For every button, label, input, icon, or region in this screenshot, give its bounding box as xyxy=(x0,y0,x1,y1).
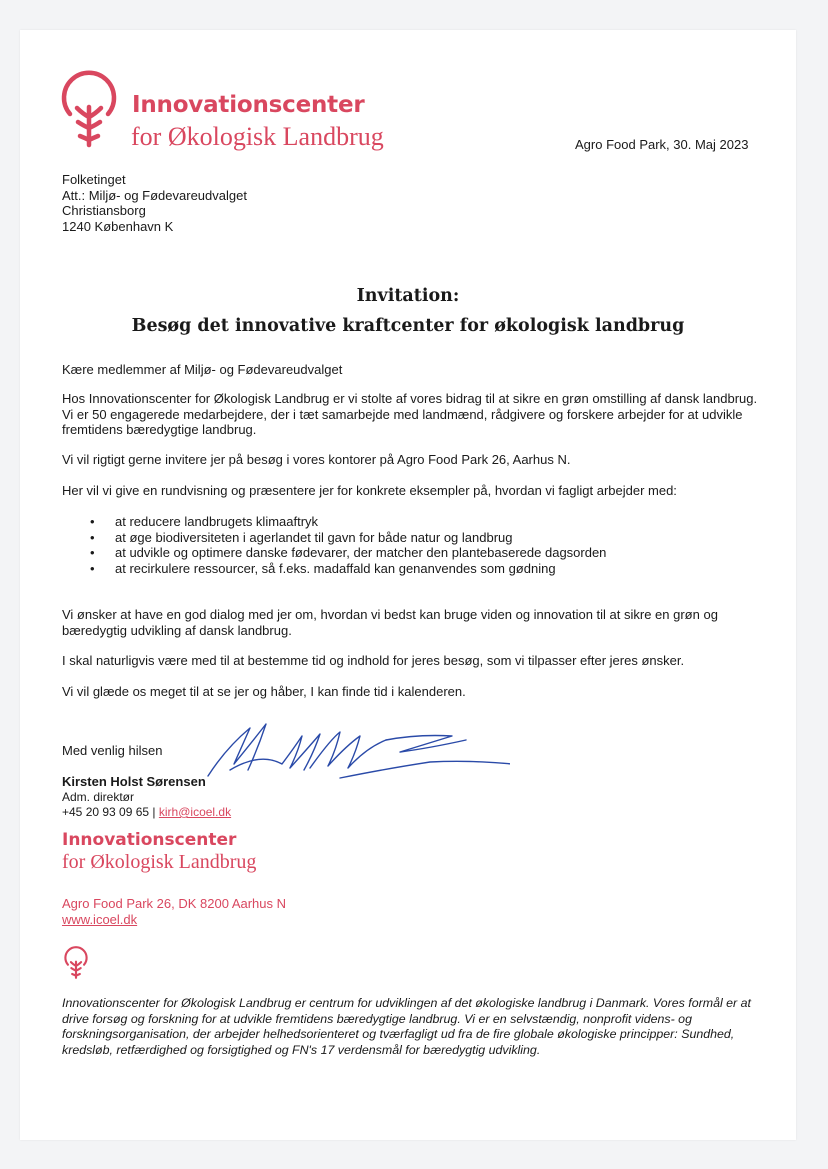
logo-icon xyxy=(56,70,122,150)
organization-description: Innovationscenter for Økologisk Landbrug er centrum for udviklingen af det økologiske landbrug i Danmark. Vores formål er at drive forsøg og forskning for at udvikle fremtidens bæredygtige landbrug. Vi er en selvstændig, nonprofit videns- og forskningsorganisation, der arbejder helhedsorienteret og tværfagligt ud fra de fire globale økologiske principper: Sundhed, kredsløb, retfærdighed og forsigtighed og FN's 17 verdensmål for bæredygtig udvikling. xyxy=(62,996,751,1057)
paragraph-4: Vi ønsker at have en god dialog med jer om, hvordan vi bedst kan bruge viden og innovation til at sikre en grøn og bæredygtig udvikling af dansk landbrug. xyxy=(62,607,718,638)
letter-date: Agro Food Park, 30. Maj 2023 xyxy=(575,137,749,152)
signer-role: Adm. direktør xyxy=(62,790,135,804)
email-link[interactable]: kirh@icoel.dk xyxy=(158,805,232,819)
brand-name-line1: Innovationscenter xyxy=(132,92,365,118)
recipient-address: Folketinget Att.: Miljø- og Fødevareudvalget Christiansborg 1240 København K xyxy=(62,172,247,234)
footer-brand-line2: for Økologisk Landbrug xyxy=(62,851,257,873)
list-item: • at øge biodiversiteten i agerlandet til gavn for både natur og landbrug xyxy=(90,529,513,545)
greeting: Kære medlemmer af Miljø- og Fødevareudvalget xyxy=(62,362,343,377)
bullet-list xyxy=(62,514,606,576)
list-item: • at reducere landbrugets klimaaftryk xyxy=(90,514,319,529)
paragraph-1: Hos Innovationscenter for Økologisk Landbrug er vi stolte af vores bidrag til at sikre en grøn omstilling af dansk landbrug. Vi er 50 engagerede medarbejdere, der i tæt samarbejde med landmænd, rådgivere og forskere arbejder for at udvikle fremtidens bæredygtige landbrug. xyxy=(62,391,758,437)
title-line1: Invitation: xyxy=(356,286,460,306)
handwritten-signature xyxy=(190,718,510,790)
contact-line xyxy=(62,805,231,820)
phone-number: +45 20 93 09 65 | xyxy=(62,805,156,819)
footer-logo-icon xyxy=(62,946,90,980)
signer-name: Kirsten Holst Sørensen xyxy=(62,774,206,789)
title-line2: Besøg det innovative kraftcenter for økologisk landbrug xyxy=(131,316,685,336)
letter-page xyxy=(20,30,796,1140)
paragraph-6: Vi vil glæde os meget til at se jer og håber, I kan finde tid i kalenderen. xyxy=(62,684,466,699)
list-item: • at udvikle og optimere danske fødevarer, der matcher den plantebaserede dagsorden xyxy=(90,545,607,560)
brand-name-line2: for Økologisk Landbrug xyxy=(131,122,384,151)
closing: Med venlig hilsen xyxy=(62,743,163,758)
footer-address-block xyxy=(62,896,286,927)
paragraph-3: Her vil vi give en rundvisning og præsentere jer for konkrete eksempler på, hvordan vi fagligt arbejder med: xyxy=(62,483,677,498)
list-item: • at recirkulere ressourcer, så f.eks. madaffald kan genanvendes som gødning xyxy=(90,560,556,576)
footer-address: Agro Food Park 26, DK 8200 Aarhus N xyxy=(62,896,287,911)
website-link[interactable]: www.icoel.dk xyxy=(62,911,138,927)
paragraph-2: Vi vil rigtigt gerne invitere jer på besøg i vores kontorer på Agro Food Park 26, Aarhus N. xyxy=(62,452,571,467)
paragraph-5: I skal naturligvis være med til at bestemme tid og indhold for jeres besøg, som vi tilpasser efter jeres ønsker. xyxy=(62,653,685,668)
footer-brand-line1: Innovationscenter xyxy=(62,830,237,850)
